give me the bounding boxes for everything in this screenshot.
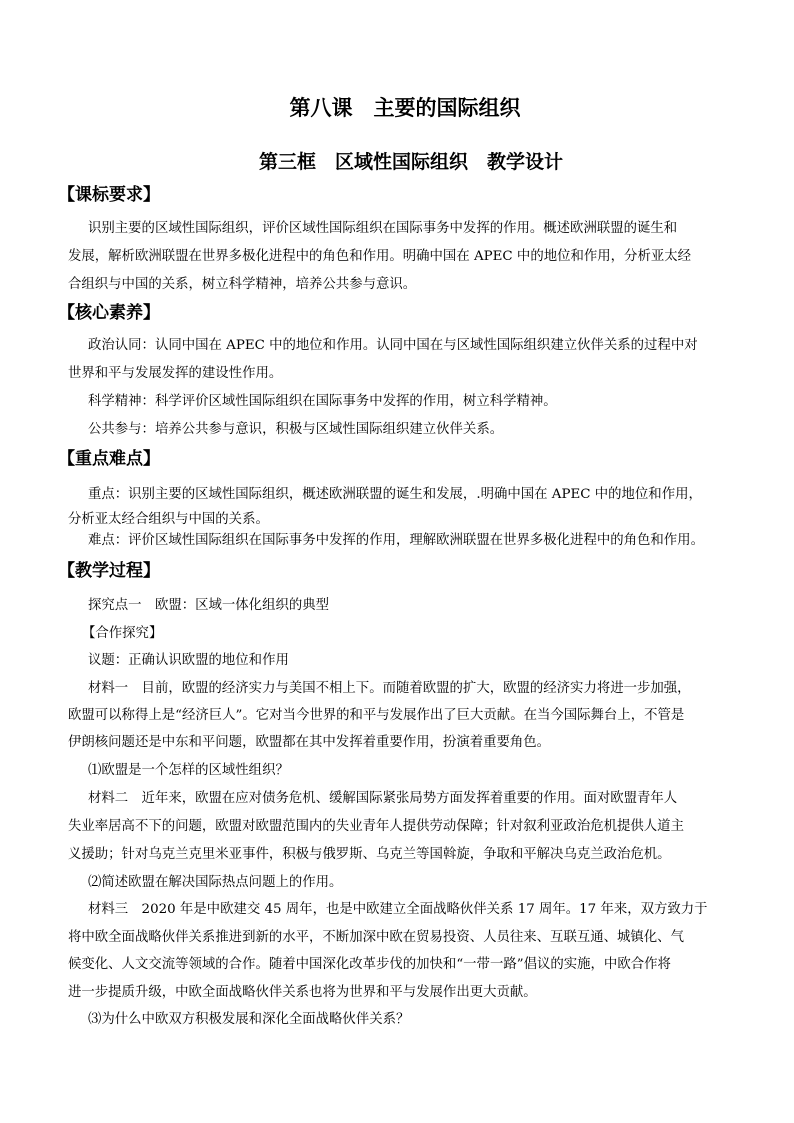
paragraph-line: 失业率居高不下的问题，欧盟对欧盟范围内的失业青年人提供劳动保障；针对叙利亚政治危机提供人道主 (68, 819, 684, 834)
paragraph-line: 科学精神：科学评价区域性国际组织在国际事务中发挥的作用，树立科学精神。 (88, 394, 557, 409)
paragraph-line: ⑵简述欧盟在解决国际热点问题上的作用。 (88, 875, 343, 890)
section-heading-kebiao: 【课标要求】 (58, 185, 160, 205)
paragraph-line: 材料二 近年来，欧盟在应对债务危机、缓解国际紧张局势方面发挥着重要的作用。面对欧盟青年人 (88, 791, 678, 806)
paragraph-line: 材料三 2020 年是中欧建交 45 周年，也是中欧建立全面战略伙伴关系 17 周年。17 年来，双方致力于 (88, 902, 708, 917)
section-heading-zhongdian: 【重点难点】 (58, 449, 160, 469)
paragraph-line: 发展，解析欧洲联盟在世界多极化进程中的角色和作用。明确中国在 APEC 中的地位和作用，分析亚太经 (68, 249, 692, 264)
paragraph-line: ⑶为什么中欧双方积极发展和深化全面战略伙伴关系？ (88, 1012, 410, 1027)
paragraph-line: 欧盟可以称得上是“经济巨人”。它对当今世界的和平与发展作出了巨大贡献。在当今国际舞台上，不管是 (68, 708, 685, 723)
paragraph-line: 候变化、人文交流等领域的合作。随着中国深化改革步伐的加快和“一带一路”倡议的实施，中欧合作将 (68, 957, 671, 972)
paragraph-line: 分析亚太经合组织与中国的关系。 (68, 512, 269, 527)
paragraph-line: 探究点一 欧盟：区域一体化组织的典型 (88, 598, 330, 613)
paragraph-line: 义援助；针对乌克兰克里米亚事件，积极与俄罗斯、乌克兰等国斡旋，争取和平解决乌克兰政治危机。 (68, 847, 671, 862)
paragraph-line: 重点：识别主要的区域性国际组织，概述欧洲联盟的诞生和发展，.明确中国在 APEC 中的地位和作用， (88, 487, 702, 502)
paragraph-line: 难点：评价区域性国际组织在国际事务中发挥的作用，理解欧洲联盟在世界多极化进程中的角色和作用。 (88, 533, 704, 548)
lesson-title: 第八课 主要的国际组织 (289, 96, 521, 120)
paragraph-line: 政治认同：认同中国在 APEC 中的地位和作用。认同中国在与区域性国际组织建立伙伴关系的过程中对 (88, 338, 698, 353)
paragraph-line: ⑴欧盟是一个怎样的区域性组织？ (88, 763, 289, 778)
lesson-subtitle: 第三框 区域性国际组织 教学设计 (258, 151, 563, 173)
paragraph-line: 将中欧全面战略伙伴关系推进到新的水平，不断加深中欧在贸易投资、人员往来、互联互通、城镇化、气 (68, 930, 684, 945)
paragraph-line: 材料一 目前，欧盟的经济实力与美国不相上下。而随着欧盟的扩大，欧盟的经济实力将进一步加强， (88, 681, 691, 696)
paragraph-line: 议题：正确认识欧盟的地位和作用 (88, 653, 289, 668)
paragraph-line: 【合作探究】 (82, 626, 163, 641)
paragraph-line: 合组织与中国的关系，树立科学精神，培养公共参与意识。 (68, 277, 417, 292)
paragraph-line: 公共参与：培养公共参与意识，积极与区域性国际组织建立伙伴关系。 (88, 422, 504, 437)
section-heading-jiaoxue: 【教学过程】 (58, 561, 160, 581)
paragraph-line: 伊朗核问题还是中东和平问题，欧盟都在其中发挥着重要作用，扮演着重要角色。 (68, 735, 551, 750)
paragraph-line: 识别主要的区域性国际组织，评价区域性国际组织在国际事务中发挥的作用。概述欧洲联盟的诞生和 (88, 221, 678, 236)
paragraph-line: 世界和平与发展发挥的建设性作用。 (68, 366, 283, 381)
paragraph-line: 进一步提质升级，中欧全面战略伙伴关系也将为世界和平与发展作出更大贡献。 (68, 985, 537, 1000)
section-heading-hexin: 【核心素养】 (58, 303, 160, 323)
